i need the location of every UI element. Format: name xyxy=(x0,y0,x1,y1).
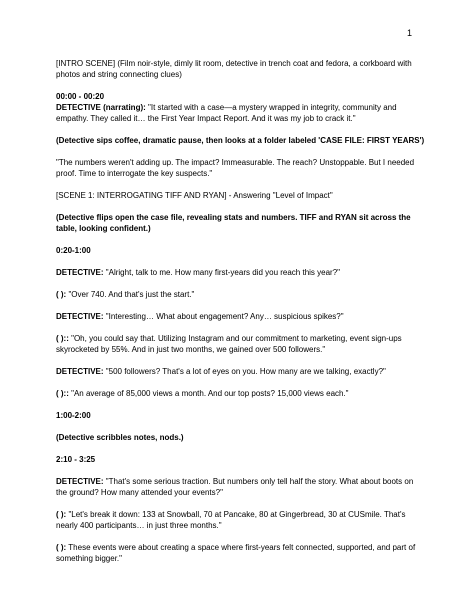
narration-line: DETECTIVE (narrating): "It started with a case—a mystery wrapped in integrity, community and empathy. They called it… the First Year Impact Report. And it was my job to crack it." xyxy=(56,103,397,123)
speaker-label: ( ): xyxy=(56,510,67,519)
speaker-label: ( ):: xyxy=(56,334,69,343)
dialogue-response-2: ( ):: "Oh, you could say that. Utilizing Instagram and our commitment to marketing, event sign-ups skyrocketed by 55%. And in just two months, we gained over 500 followers." xyxy=(56,334,402,354)
speaker-label: DETECTIVE: xyxy=(56,367,104,376)
timestamp-3: 1:00-2:00 xyxy=(56,411,91,420)
stage-direction-3: (Detective scribbles notes, nods.) xyxy=(56,433,184,442)
speaker-label: DETECTIVE: xyxy=(56,477,104,486)
dialogue-response-1: ( ): "Over 740. And that's just the start." xyxy=(56,290,195,299)
dialogue-detective-3: DETECTIVE: "500 followers? That's a lot of eyes on you. How many are we talking, exactly?" xyxy=(56,367,386,376)
dialogue-detective-1: DETECTIVE: "Alright, talk to me. How many first-years did you reach this year?" xyxy=(56,268,340,277)
dialogue-response-3: ( ):: "An average of 85,000 views a month. And our top posts? 15,000 views each." xyxy=(56,389,349,398)
speaker-label: DETECTIVE (narrating): xyxy=(56,103,146,112)
stage-direction-1: (Detective sips coffee, dramatic pause, then looks at a folder labeled 'CASE FILE: FIRST YEARS') xyxy=(56,136,425,145)
timestamp-4: 2:10 - 3:25 xyxy=(56,455,96,464)
dialogue-response-5: ( ): These events were about creating a space where first-years felt connected, supported, and part of something bigger." xyxy=(56,543,416,563)
speaker-label: ( ): xyxy=(56,290,67,299)
intro-scene: [INTRO SCENE] (Film noir-style, dimly lit room, detective in trench coat and fedora, a corkboard with photos and string connecting clues) xyxy=(56,59,412,79)
speaker-label: DETECTIVE: xyxy=(56,312,104,321)
speaker-label: ( ):: xyxy=(56,389,69,398)
scene-heading-1: [SCENE 1: INTERROGATING TIFF AND RYAN] - Answering "Level of Impact" xyxy=(56,191,333,200)
dialogue-detective-4: DETECTIVE: "That's some serious traction. But numbers only tell half the story. What about boots on the ground? How many attended your events?" xyxy=(56,477,414,497)
speaker-label: ( ): xyxy=(56,543,67,552)
stage-direction-2: (Detective flips open the case file, revealing stats and numbers. TIFF and RYAN sit across the table, looking confident.) xyxy=(56,213,411,233)
page-number: 1 xyxy=(406,28,412,38)
speaker-label: DETECTIVE: xyxy=(56,268,104,277)
timestamp-1: 00:00 - 00:20 xyxy=(56,92,105,101)
dialogue-response-4: ( ): "Let's break it down: 133 at Snowball, 70 at Pancake, 80 at Gingerbread, 30 at CUSmile. That's nearly 400 participants… in just three months." xyxy=(56,510,406,530)
timestamp-2: 0:20-1:00 xyxy=(56,246,91,255)
script-body xyxy=(56,58,426,564)
dialogue-detective-2: DETECTIVE: "Interesting… What about engagement? Any… suspicious spikes?" xyxy=(56,312,344,321)
quote-1: "The numbers weren't adding up. The impact? Immeasurable. The reach? Unstoppable. But I needed proof. Time to interrogate the key suspects." xyxy=(56,158,415,178)
